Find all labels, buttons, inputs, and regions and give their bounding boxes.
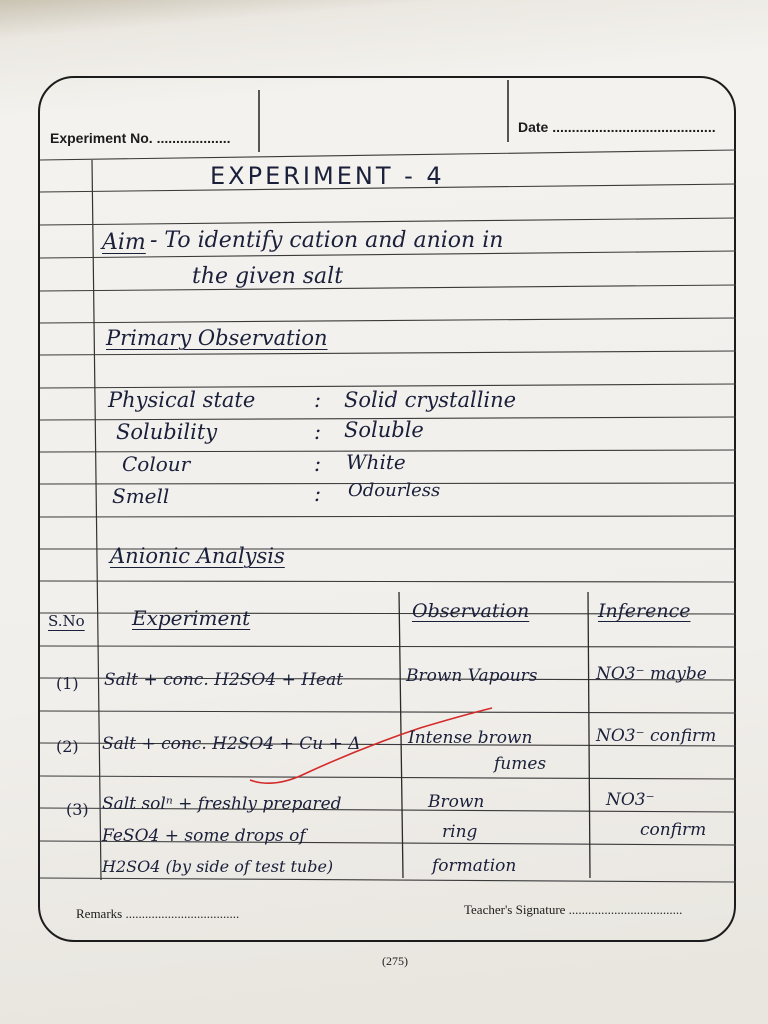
row-inference: confirm: [640, 820, 707, 840]
row-experiment: Salt solⁿ + freshly prepared: [102, 794, 342, 814]
observation-value: Odourless: [348, 480, 441, 501]
row-experiment: Salt + conc. H2SO4 + Cu + Δ: [102, 734, 361, 754]
column-header-sno: S.No: [48, 612, 85, 630]
observation-separator: :: [314, 388, 322, 412]
aim-text-line1: - To identify cation and anion in: [150, 228, 504, 253]
observation-separator: :: [314, 452, 322, 476]
row-experiment: H2SO4 (by side of test tube): [102, 857, 334, 876]
experiment-title: EXPERIMENT - 4: [210, 162, 445, 190]
row-observation: formation: [432, 856, 517, 876]
row-observation: Intense brown: [408, 728, 533, 748]
experiment-no-label: Experiment No. ...................: [50, 130, 231, 146]
observation-key: Physical state: [108, 388, 256, 412]
observation-value: White: [346, 450, 406, 474]
row-inference: NO3⁻ confirm: [596, 726, 717, 746]
column-header-experiment: Experiment: [132, 606, 251, 630]
observation-key: Solubility: [116, 420, 218, 444]
observation-key: Colour: [122, 452, 191, 476]
date-label: Date ..........................................: [518, 119, 716, 135]
page-number: (275): [382, 954, 408, 968]
column-header-inference: Inference: [598, 600, 691, 622]
row-sno: (2): [56, 737, 79, 756]
row-experiment: Salt + conc. H2SO4 + Heat: [104, 670, 344, 690]
observation-value: Soluble: [344, 418, 424, 442]
remarks-label: Remarks ...................................: [76, 906, 240, 921]
column-header-observation: Observation: [412, 600, 530, 622]
observation-value: Solid crystalline: [344, 388, 517, 412]
observation-separator: :: [314, 482, 322, 506]
row-experiment: FeSO4 + some drops of: [102, 826, 306, 846]
row-observation: Brown: [428, 792, 485, 812]
row-sno: (1): [56, 674, 79, 693]
row-inference: NO3⁻ maybe: [596, 664, 707, 684]
horizontal-rules: [40, 150, 736, 882]
margin-line: [92, 160, 101, 880]
observation-key: Smell: [112, 484, 170, 508]
row-inference: NO3⁻: [606, 790, 655, 810]
observation-separator: :: [314, 420, 322, 444]
anionic-analysis-heading: Anionic Analysis: [110, 544, 285, 568]
aim-text-line2: the given salt: [192, 264, 344, 289]
primary-observation-heading: Primary Observation: [106, 326, 328, 350]
teacher-signature-label: Teacher's Signature ...................................: [464, 902, 683, 917]
aim-label: Aim: [102, 230, 146, 255]
row-observation: Brown Vapours: [406, 666, 538, 686]
row-observation: ring: [442, 822, 478, 842]
row-sno: (3): [66, 800, 89, 819]
row-observation: fumes: [494, 754, 547, 774]
